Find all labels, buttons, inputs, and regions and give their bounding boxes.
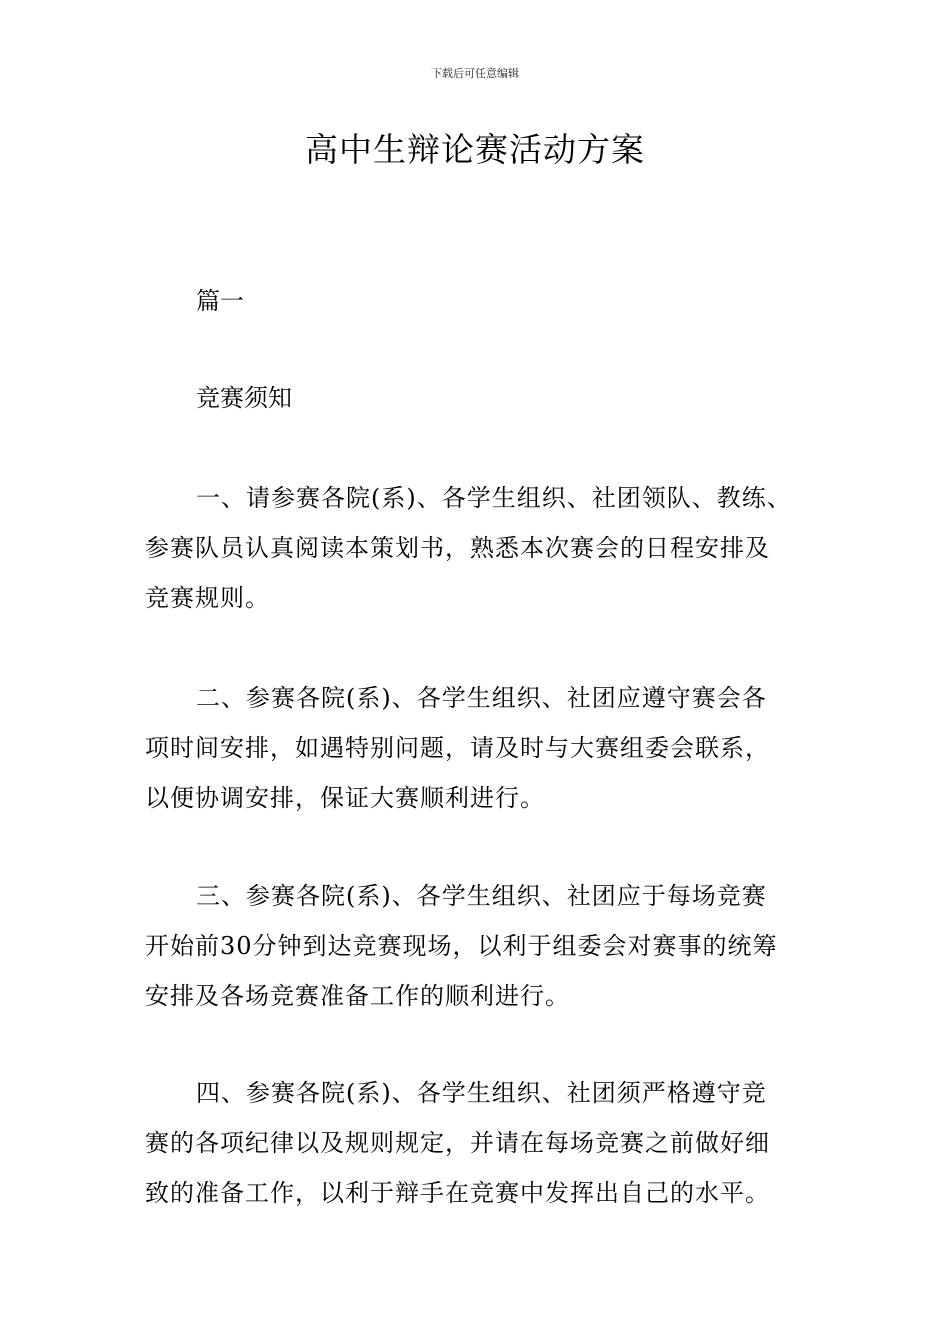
section-label: 篇一 [196,287,244,315]
paragraph-4: 四、参赛各院(系)、各学生组织、社团须严格遵守竞 赛的各项纪律以及规则规定，并请在每场竞赛之前做好细 致的准备工作，以利于辩手在竞赛中发挥出自己的水平。 [145,1079,770,1207]
document-title: 高中生辩论赛活动方案 [305,130,645,169]
paragraph-3: 三、参赛各院(系)、各学生组织、社团应于每场竞赛 开始前30分钟到达竞赛现场，以利于组委会对赛事的统筹 安排及各场竞赛准备工作的顺利进行。 [145,882,778,1010]
header-note: 下载后可任意编辑 [431,67,519,80]
paragraph-2: 二、参赛各院(系)、各学生组织、社团应遵守赛会各 项时间安排，如遇特别问题，请及时与大赛组委会联系， 以便协调安排，保证大赛顺利进行。 [145,684,770,812]
paragraph-1: 一、请参赛各院(系)、各学生组织、社团领队、教练、 参赛队员认真阅读本策划书，熟悉本次赛会的日程安排及 竞赛规则。 [145,484,792,612]
subheading: 竞赛须知 [196,384,292,412]
